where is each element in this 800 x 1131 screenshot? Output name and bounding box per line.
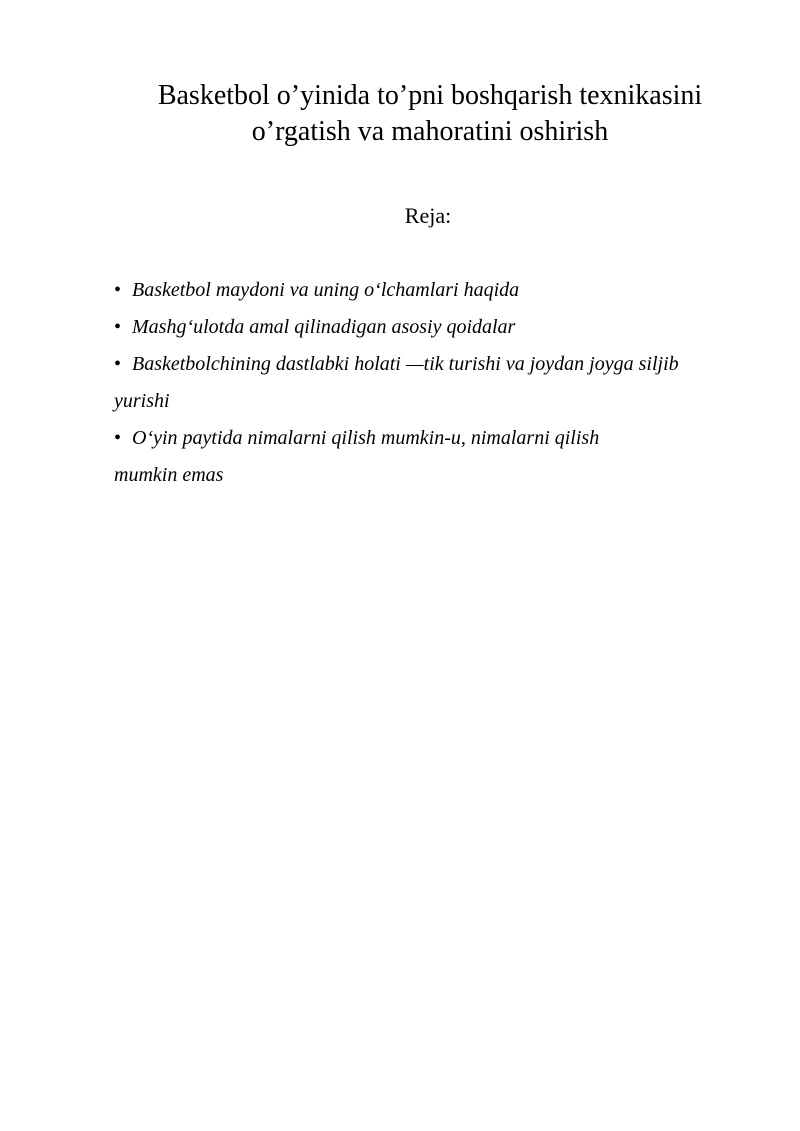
plan-heading: Reja: — [404, 203, 452, 228]
plan-item-text: Basketbolchining dastlabki holati —tik turishi va joydan joyga siljib — [132, 353, 679, 375]
plan-item-3 — [114, 346, 734, 420]
document-title-line-2: o’rgatish va mahoratini oshirish — [251, 116, 609, 147]
bullet-icon: • — [114, 427, 122, 449]
plan-item-1 — [114, 272, 734, 309]
bullet-icon: • — [114, 279, 122, 301]
plan-item-text: Mashg‘ulotda amal qilinadigan asosiy qoidalar — [132, 316, 516, 338]
plan-item-2 — [114, 309, 734, 346]
plan-item-4 — [114, 420, 734, 494]
plan-item-text: Basketbol maydoni va uning o‘lchamlari haqida — [132, 279, 520, 301]
plan-list — [114, 272, 734, 494]
document-title-line-1: Basketbol o’yinida to’pni boshqarish texnikasini — [157, 80, 703, 111]
plan-item-text: O‘yin paytida nimalarni qilish mumkin-u, nimalarni qilish — [132, 427, 600, 449]
plan-item-text-continuation: yurishi — [114, 390, 170, 412]
plan-item-text-continuation: mumkin emas — [114, 464, 224, 486]
bullet-icon: • — [114, 353, 122, 375]
bullet-icon: • — [114, 316, 122, 338]
